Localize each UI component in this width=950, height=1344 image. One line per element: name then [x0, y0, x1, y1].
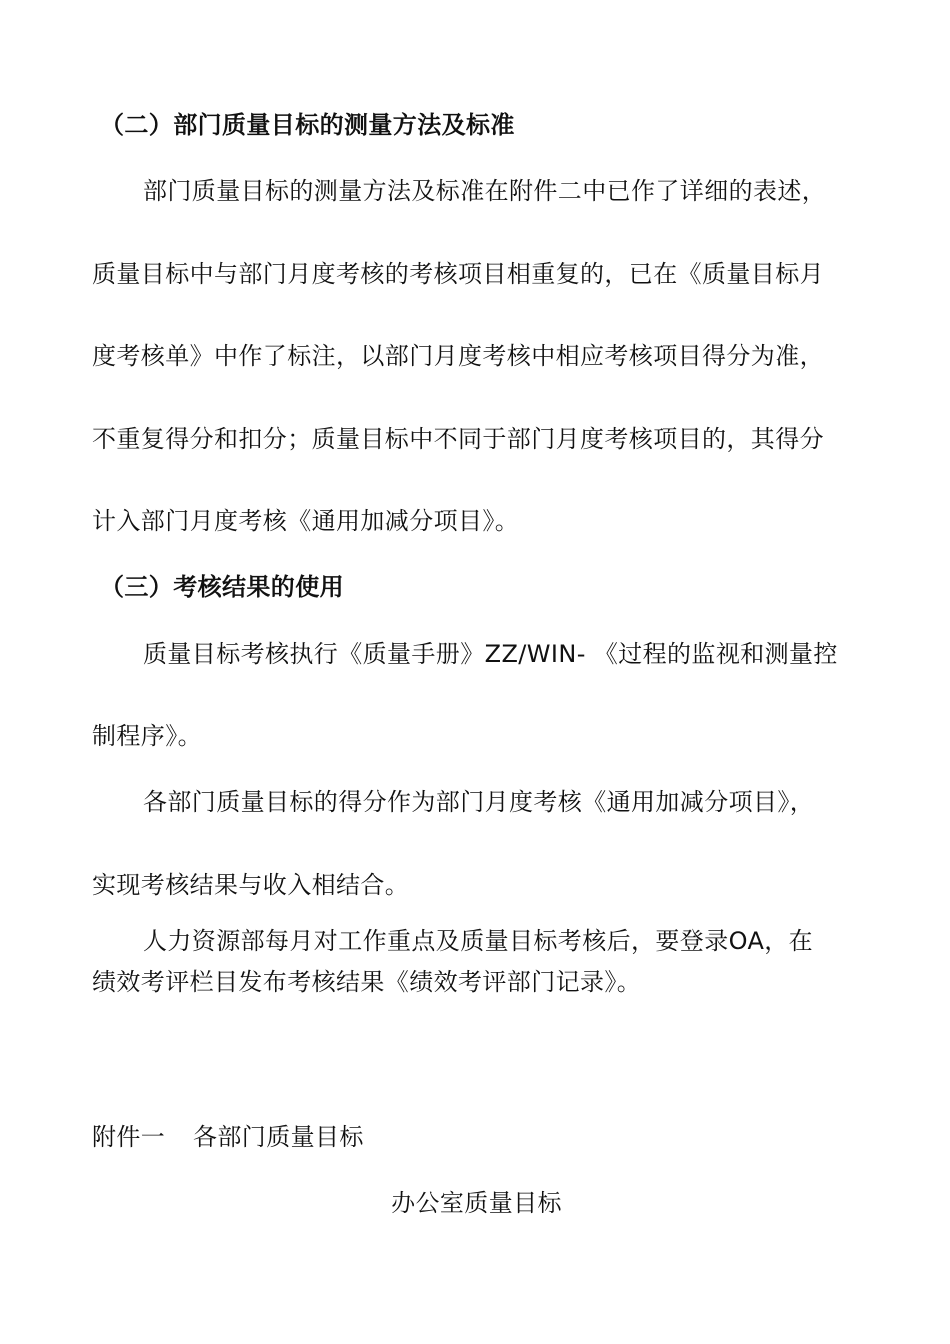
paragraph-line: 各部门质量目标的得分作为部门月度考核《通用加减分项目》， [143, 788, 815, 816]
paragraph-line: 部门质量目标的测量方法及标准在附件二中已作了详细的表述， [143, 177, 827, 205]
paragraph-line: 度考核单》中作了标注，以部门月度考核中相应考核项目得分为准， [92, 342, 824, 370]
paragraph-line: 实现考核结果与收入相结合。 [92, 871, 410, 899]
paragraph-line: 人力资源部每月对工作重点及质量目标考核后，要登录OA，在 [143, 927, 814, 955]
section-heading-2: （二）部门质量目标的测量方法及标准 [100, 111, 515, 139]
paragraph-line: 不重复得分和扣分；质量目标中不同于部门月度考核项目的，其得分 [92, 425, 824, 453]
paragraph-line: 质量目标考核执行《质量手册》ZZ/WIN- 《过程的监视和测量控 [143, 640, 838, 668]
section-heading-3: （三）考核结果的使用 [100, 573, 344, 601]
annex-subtitle: 办公室质量目标 [391, 1189, 562, 1217]
paragraph-line: 质量目标中与部门月度考核的考核项目相重复的，已在《质量目标月 [92, 260, 824, 288]
paragraph-line: 制程序》。 [92, 722, 202, 750]
paragraph-line: 绩效考评栏目发布考核结果《绩效考评部门记录》。 [92, 968, 642, 996]
annex-title: 各部门质量目标 [193, 1123, 364, 1151]
paragraph-line: 计入部门月度考核《通用加减分项目》。 [92, 507, 520, 535]
annex-label: 附件一 [92, 1123, 166, 1151]
